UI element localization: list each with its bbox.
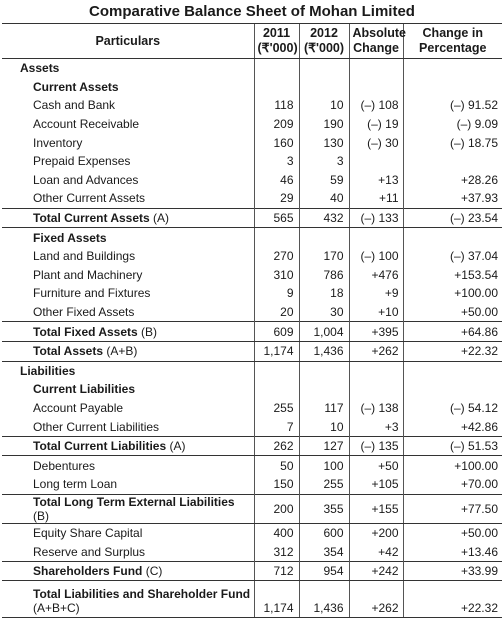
value-2012: 255 xyxy=(299,475,349,494)
absolute-change: +50 xyxy=(349,456,403,475)
absolute-change: (–) 135 xyxy=(349,436,403,456)
value-2011: 29 xyxy=(254,189,299,208)
table-row xyxy=(2,417,502,436)
value-2012: 355 xyxy=(299,494,349,523)
value-2012: 1,436 xyxy=(299,581,349,618)
value-2011: 7 xyxy=(254,417,299,436)
percent-change: (–) 91.52 xyxy=(403,96,502,115)
value-2011: 310 xyxy=(254,266,299,285)
row-label-text: Loan and Advances xyxy=(33,172,139,187)
percent-change xyxy=(403,380,502,399)
value-2012: 40 xyxy=(299,189,349,208)
row-label xyxy=(2,322,254,342)
value-2011: 46 xyxy=(254,171,299,190)
percent-change xyxy=(403,78,502,97)
table-row xyxy=(2,380,502,399)
row-label-text: Land and Buildings xyxy=(33,249,136,264)
header-2011-line2: (₹'000) xyxy=(257,41,298,55)
value-2012: 954 xyxy=(299,561,349,581)
row-label-text: Current Liabilities xyxy=(33,382,136,397)
absolute-change xyxy=(349,228,403,247)
table-row xyxy=(2,303,502,322)
percent-change: +50.00 xyxy=(403,303,502,322)
percent-change: +64.86 xyxy=(403,322,502,342)
value-2011: 200 xyxy=(254,494,299,523)
absolute-change: +13 xyxy=(349,171,403,190)
value-2011: 20 xyxy=(254,303,299,322)
percent-change: +50.00 xyxy=(403,523,502,542)
row-label-text: Other Current Liabilities xyxy=(33,419,160,434)
row-label xyxy=(2,494,254,523)
table-row xyxy=(2,361,502,380)
table-row xyxy=(2,266,502,285)
table-row xyxy=(2,561,502,581)
row-label-text: Current Assets xyxy=(33,79,119,94)
value-2011: 400 xyxy=(254,523,299,542)
row-label-text: Total Assets xyxy=(33,344,104,359)
row-label xyxy=(2,284,254,303)
value-2011: 565 xyxy=(254,208,299,228)
row-label xyxy=(2,171,254,190)
table-row xyxy=(2,228,502,247)
row-label-text: Furniture and Fixtures xyxy=(33,286,151,301)
value-2011: 262 xyxy=(254,436,299,456)
row-label-text: Inventory xyxy=(33,135,83,150)
row-label-text: Prepaid Expenses xyxy=(33,154,131,169)
row-label-suffix: (A) xyxy=(149,211,170,226)
value-2012: 117 xyxy=(299,399,349,418)
absolute-change xyxy=(349,380,403,399)
percent-change: (–) 18.75 xyxy=(403,133,502,152)
row-label-text: Account Payable xyxy=(33,400,124,415)
value-2012: 1,004 xyxy=(299,322,349,342)
table-row xyxy=(2,341,502,361)
value-2011: 3 xyxy=(254,152,299,171)
percent-change: +100.00 xyxy=(403,456,502,475)
value-2012: 30 xyxy=(299,303,349,322)
row-label xyxy=(2,96,254,115)
absolute-change: +9 xyxy=(349,284,403,303)
row-label xyxy=(2,456,254,475)
table-row xyxy=(2,284,502,303)
percent-change: +42.86 xyxy=(403,417,502,436)
value-2012 xyxy=(299,59,349,78)
row-label-text: Total Liabilities and Shareholder Fund xyxy=(33,587,251,602)
value-2011: 209 xyxy=(254,115,299,134)
value-2011: 1,174 xyxy=(254,341,299,361)
table-row xyxy=(2,523,502,542)
absolute-change: +42 xyxy=(349,542,403,561)
absolute-change xyxy=(349,59,403,78)
table-row xyxy=(2,494,502,523)
absolute-change: +105 xyxy=(349,475,403,494)
row-label xyxy=(2,78,254,97)
value-2012 xyxy=(299,228,349,247)
document-title: Comparative Balance Sheet of Mohan Limited xyxy=(89,3,415,20)
percent-change xyxy=(403,152,502,171)
row-label xyxy=(2,341,254,361)
balance-sheet-table xyxy=(2,23,502,618)
value-2011: 118 xyxy=(254,96,299,115)
value-2011: 50 xyxy=(254,456,299,475)
value-2012: 354 xyxy=(299,542,349,561)
header-percent-line2: Percentage xyxy=(419,41,487,55)
row-label-text: Other Current Assets xyxy=(33,191,146,206)
header-absolute-line1: Absolute xyxy=(352,26,406,40)
header-absolute-line2: Change xyxy=(353,41,399,55)
value-2011 xyxy=(254,228,299,247)
percent-change: (–) 51.53 xyxy=(403,436,502,456)
absolute-change: (–) 138 xyxy=(349,399,403,418)
absolute-change: +11 xyxy=(349,189,403,208)
header-absolute-change xyxy=(349,24,406,59)
table-header xyxy=(2,24,502,59)
row-label-suffix: (C) xyxy=(142,564,163,579)
value-2011: 712 xyxy=(254,561,299,581)
table-row xyxy=(2,96,502,115)
row-label xyxy=(2,399,254,418)
percent-change: (–) 9.09 xyxy=(403,115,502,134)
percent-change: +33.99 xyxy=(403,561,502,581)
row-label-text: Total Fixed Assets xyxy=(33,324,138,339)
row-label-text: Reserve and Surplus xyxy=(33,544,146,559)
table-row xyxy=(2,475,502,494)
value-2011 xyxy=(254,78,299,97)
absolute-change: (–) 133 xyxy=(349,208,403,228)
table-row xyxy=(2,542,502,561)
table-row xyxy=(2,322,502,342)
absolute-change xyxy=(349,361,403,380)
value-2011 xyxy=(254,59,299,78)
row-label-text: Other Fixed Assets xyxy=(33,305,135,320)
header-row xyxy=(2,24,502,59)
header-percent-line1: Change in xyxy=(422,26,483,40)
percent-change: +70.00 xyxy=(403,475,502,494)
row-label xyxy=(2,303,254,322)
percent-change xyxy=(403,59,502,78)
row-label xyxy=(2,266,254,285)
row-label xyxy=(2,189,254,208)
row-label xyxy=(2,561,254,581)
row-label-suffix: (A) xyxy=(166,439,186,454)
percent-change xyxy=(403,228,502,247)
table-row xyxy=(2,171,502,190)
value-2011: 255 xyxy=(254,399,299,418)
row-label xyxy=(2,152,254,171)
table-body xyxy=(2,59,502,618)
value-2011 xyxy=(254,380,299,399)
value-2012: 600 xyxy=(299,523,349,542)
table-row xyxy=(2,456,502,475)
absolute-change: +155 xyxy=(349,494,403,523)
table-row xyxy=(2,78,502,97)
value-2012: 786 xyxy=(299,266,349,285)
value-2011: 9 xyxy=(254,284,299,303)
row-label-text: Total Current Liabilities xyxy=(33,439,167,454)
header-2012-line1: 2012 xyxy=(310,26,338,40)
value-2011: 1,174 xyxy=(254,581,299,618)
row-label-suffix: (A+B+C) xyxy=(33,601,80,616)
table-row xyxy=(2,399,502,418)
percent-change: +153.54 xyxy=(403,266,502,285)
row-label xyxy=(2,436,254,456)
table-row xyxy=(2,59,502,78)
row-label xyxy=(2,475,254,494)
row-label xyxy=(2,523,254,542)
header-2012-line2: (₹'000) xyxy=(303,41,345,55)
absolute-change: +262 xyxy=(349,341,403,361)
row-label-text: Equity Share Capital xyxy=(33,525,143,540)
value-2012: 100 xyxy=(299,456,349,475)
row-label xyxy=(2,542,254,561)
row-label xyxy=(2,208,254,228)
value-2012: 3 xyxy=(299,152,349,171)
row-label xyxy=(2,380,254,399)
row-label xyxy=(2,581,254,618)
row-label-text: Total Long Term External Liabilities xyxy=(33,494,235,509)
absolute-change: +3 xyxy=(349,417,403,436)
percent-change: (–) 37.04 xyxy=(403,247,502,266)
absolute-change: (–) 100 xyxy=(349,247,403,266)
value-2012 xyxy=(299,78,349,97)
row-label xyxy=(2,361,254,380)
value-2012: 59 xyxy=(299,171,349,190)
percent-change: +37.93 xyxy=(403,189,502,208)
header-particulars: Particulars xyxy=(2,24,254,59)
absolute-change: +10 xyxy=(349,303,403,322)
row-label xyxy=(2,247,254,266)
value-2011: 150 xyxy=(254,475,299,494)
absolute-change xyxy=(349,152,403,171)
absolute-change: +476 xyxy=(349,266,403,285)
row-label xyxy=(2,133,254,152)
value-2012: 1,436 xyxy=(299,341,349,361)
value-2012: 18 xyxy=(299,284,349,303)
absolute-change: (–) 108 xyxy=(349,96,403,115)
row-label-text: Shareholders Fund xyxy=(33,564,143,579)
value-2011: 270 xyxy=(254,247,299,266)
percent-change: +28.26 xyxy=(403,171,502,190)
value-2012 xyxy=(299,380,349,399)
percent-change: +22.32 xyxy=(403,341,502,361)
row-label xyxy=(2,59,254,78)
percent-change: +22.32 xyxy=(403,581,502,618)
percent-change: (–) 23.54 xyxy=(403,208,502,228)
row-label-text: Assets xyxy=(20,61,60,76)
value-2012: 127 xyxy=(299,436,349,456)
row-label-text: Total Current Assets xyxy=(33,211,150,226)
row-label-suffix: (B) xyxy=(33,508,49,523)
absolute-change: (–) 19 xyxy=(349,115,403,134)
percent-change: +13.46 xyxy=(403,542,502,561)
row-label-text: Fixed Assets xyxy=(33,230,107,245)
absolute-change: (–) 30 xyxy=(349,133,403,152)
table-row xyxy=(2,581,502,618)
value-2012: 190 xyxy=(299,115,349,134)
row-label-text: Account Receivable xyxy=(33,117,140,132)
absolute-change: +242 xyxy=(349,561,403,581)
value-2012: 10 xyxy=(299,417,349,436)
table-row xyxy=(2,115,502,134)
table-row xyxy=(2,152,502,171)
absolute-change: +262 xyxy=(349,581,403,618)
percent-change: +100.00 xyxy=(403,284,502,303)
value-2012: 432 xyxy=(299,208,349,228)
row-label-text: Plant and Machinery xyxy=(33,267,143,282)
row-label xyxy=(2,115,254,134)
percent-change: (–) 54.12 xyxy=(403,399,502,418)
header-2012 xyxy=(299,24,349,59)
row-label-text: Debentures xyxy=(33,458,96,473)
row-label xyxy=(2,228,254,247)
header-2011 xyxy=(254,24,299,59)
value-2011: 312 xyxy=(254,542,299,561)
value-2012: 130 xyxy=(299,133,349,152)
percent-change xyxy=(403,361,502,380)
table-row xyxy=(2,189,502,208)
value-2011: 160 xyxy=(254,133,299,152)
row-label-text: Long term Loan xyxy=(33,477,118,492)
row-label-text: Liabilities xyxy=(20,363,76,378)
value-2011: 609 xyxy=(254,322,299,342)
value-2012: 10 xyxy=(299,96,349,115)
absolute-change: +200 xyxy=(349,523,403,542)
table-row xyxy=(2,208,502,228)
row-label-suffix: (A+B) xyxy=(103,344,138,359)
value-2012: 170 xyxy=(299,247,349,266)
percent-change: +77.50 xyxy=(403,494,502,523)
header-percent-change xyxy=(403,24,502,59)
header-2011-line1: 2011 xyxy=(262,26,291,40)
absolute-change xyxy=(349,78,403,97)
table-row xyxy=(2,436,502,456)
row-label-suffix: (B) xyxy=(137,324,158,339)
row-label-text: Cash and Bank xyxy=(33,98,116,113)
row-label xyxy=(2,417,254,436)
table-row xyxy=(2,247,502,266)
value-2012 xyxy=(299,361,349,380)
absolute-change: +395 xyxy=(349,322,403,342)
table-row xyxy=(2,133,502,152)
value-2011 xyxy=(254,361,299,380)
